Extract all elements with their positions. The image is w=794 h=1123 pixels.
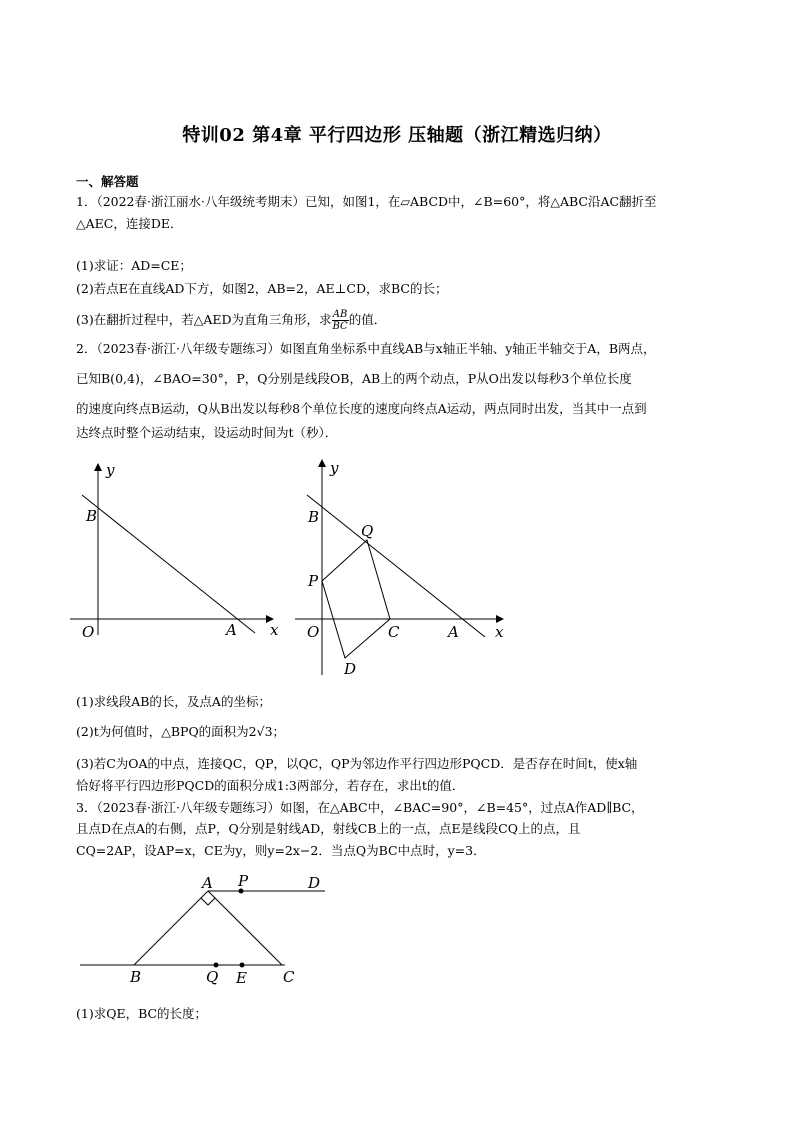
label-b: B bbox=[308, 508, 320, 526]
problem-1-question-2: (2)若点E在直线AD下方，如图2，AB=2，AE⊥CD，求BC的长； bbox=[76, 281, 448, 296]
segments-p-q-c bbox=[322, 540, 390, 619]
problem-1-line-2: △AEC，连接DE． bbox=[76, 216, 183, 231]
label-b: B bbox=[86, 507, 98, 525]
problem-3-line-2: 且点D在点A的右侧，点P，Q分别是射线AD，射线CB上的一点，点E是线段CQ上的点，且 bbox=[76, 821, 581, 836]
figure-3 bbox=[80, 872, 330, 987]
problem-1-line-1: 1．（2022春·浙江丽水·八年级统考期末）已知，如图1，在▱ABCD中，∠B=60°，将△ABC沿AC翻折至 bbox=[76, 194, 657, 209]
line-ab bbox=[82, 495, 255, 633]
label-a: A bbox=[226, 621, 237, 639]
problem-2-line-2: 已知B(0,4)，∠BAO=30°，P，Q分别是线段OB，AB上的两个动点，P从O出发以每秒3个单位长度 bbox=[76, 371, 632, 386]
problem-2-question-3b: 恰好将平行四边形PQCD的面积分成1:3两部分，若存在，求出t的值． bbox=[76, 778, 465, 793]
fraction-numerator: AB bbox=[332, 309, 348, 320]
label-c: C bbox=[283, 968, 295, 986]
problem-2-line-3: 的速度向终点B运动，Q从B出发以每秒8个单位长度的速度向终点A运动，两点同时出发，当其中一点到 bbox=[76, 401, 647, 416]
label-p: P bbox=[308, 572, 319, 590]
problem-1-question-3 bbox=[76, 309, 386, 332]
problem-2-question-3a: (3)若C为OA的中点，连接QC，QP，以QC，QP为邻边作平行四边形PQCD．是否存在时间t，使x轴 bbox=[76, 756, 638, 771]
problem-2-line-1: 2．（2023春·浙江·八年级专题练习）如图直角坐标系中直线AB与x轴正半轴、y轴正半轴交于A，B两点， bbox=[76, 341, 656, 356]
fraction-ab-bc bbox=[332, 309, 349, 332]
label-x: x bbox=[270, 621, 279, 639]
label-q: Q bbox=[361, 522, 374, 540]
segment-ac bbox=[208, 891, 282, 965]
problem-3-line-3: CQ=2AP，设AP=x，CE为y，则y=2x−2．当点Q为BC中点时，y=3． bbox=[76, 843, 486, 858]
segment-ab bbox=[134, 891, 208, 965]
problem-3-question-1: (1)求QE，BC的长度； bbox=[76, 1006, 208, 1021]
label-d: D bbox=[344, 660, 357, 678]
figure-1 bbox=[70, 455, 290, 655]
point-e bbox=[240, 963, 245, 968]
problem-3-line-1: 3．（2023春·浙江·八年级专题练习）如图，在△ABC中，∠BAC=90°，∠B=45°，过点A作AD∥BC， bbox=[76, 800, 644, 815]
section-header: 一、解答题 bbox=[76, 174, 139, 189]
label-d: D bbox=[308, 874, 321, 892]
fraction-denominator: BC bbox=[332, 321, 348, 332]
label-q: Q bbox=[206, 968, 219, 986]
label-o: O bbox=[82, 623, 95, 641]
page-title: 特训02 第4章 平行四边形 压轴题（浙江精选归纳） bbox=[182, 125, 612, 146]
label-o: O bbox=[307, 623, 320, 641]
problem-2-question-2: (2)t为何值时，△BPQ的面积为2√3； bbox=[76, 724, 286, 739]
figure-2 bbox=[295, 455, 515, 685]
problem-1-question-1: (1)求证：AD=CE； bbox=[76, 258, 192, 273]
label-y: y bbox=[106, 461, 115, 479]
label-c: C bbox=[388, 623, 400, 641]
label-a: A bbox=[448, 623, 459, 641]
label-y: y bbox=[330, 459, 339, 477]
right-angle-mark bbox=[201, 898, 215, 905]
point-q bbox=[214, 963, 219, 968]
q3-text-before: (3)在翻折过程中，若△AED为直角三角形，求 bbox=[76, 312, 332, 327]
line-ab bbox=[307, 495, 485, 637]
q3-text-after: 的值． bbox=[348, 312, 387, 327]
label-e: E bbox=[236, 969, 247, 987]
label-p: P bbox=[238, 872, 249, 890]
label-b: B bbox=[130, 968, 142, 986]
label-a: A bbox=[202, 874, 213, 892]
problem-2-line-4: 达终点时整个运动结束，设运动时间为t（秒）． bbox=[76, 425, 338, 440]
problem-2-question-1: (1)求线段AB的长，及点A的坐标； bbox=[76, 694, 271, 709]
label-x: x bbox=[495, 623, 504, 641]
